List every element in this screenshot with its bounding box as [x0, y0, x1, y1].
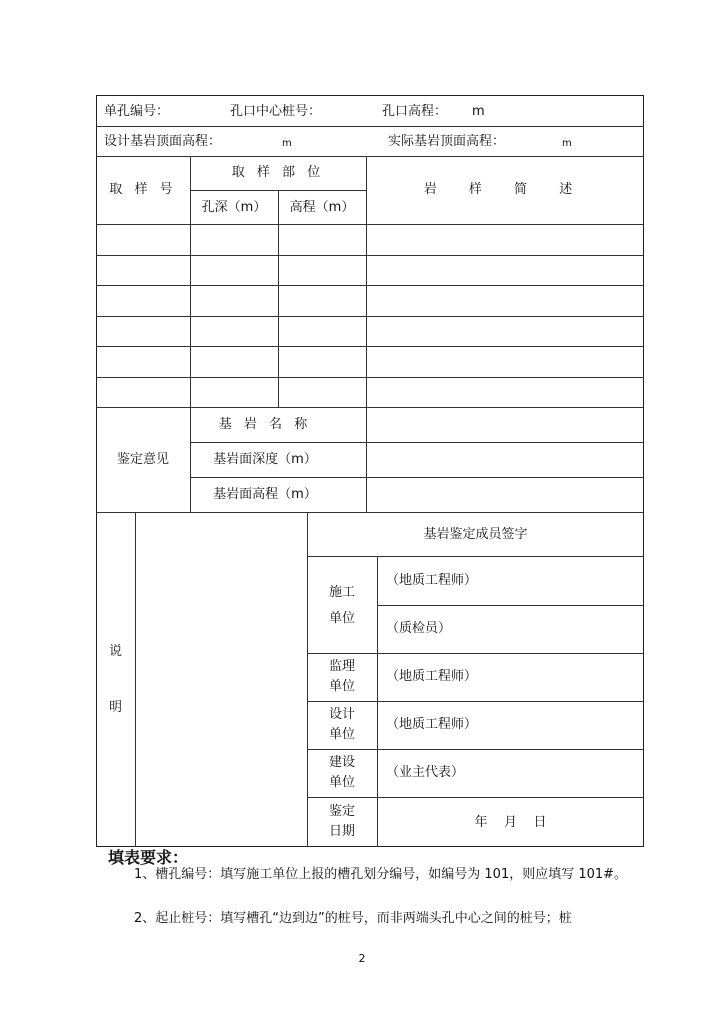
design-unit-label-2: 单位	[328, 727, 355, 742]
rock-description-header: 岩 样 简 述	[423, 182, 587, 197]
elevation-header: 高程（m）	[289, 200, 355, 215]
design-bedrock-unit: m	[282, 138, 292, 149]
hole-depth-header: 孔深（m）	[201, 200, 267, 215]
row-divider	[96, 156, 644, 157]
design-unit-label-1: 设计	[328, 707, 355, 722]
row-divider	[96, 346, 644, 347]
appraisal-date-value[interactable]: 年 月 日	[474, 815, 547, 830]
row-divider	[96, 377, 644, 378]
center-stake-label: 孔口中心桩号：	[230, 104, 322, 119]
bedrock-name-label: 基 岩 名 称	[218, 417, 312, 432]
instructions-heading: 填表要求：	[108, 848, 189, 867]
row-divider	[96, 512, 644, 513]
supervision-unit-label-2: 单位	[328, 679, 355, 694]
instruction-item-1: 1、槽孔编号：填写施工单位上报的槽孔划分编号，如编号为 101，则应填写 101#。	[134, 867, 628, 882]
inspector-sign[interactable]: （质检员）	[386, 621, 452, 636]
col-divider	[366, 156, 367, 512]
row-divider	[307, 556, 644, 557]
bedrock-depth-label: 基岩面深度（m）	[213, 452, 317, 467]
row-divider	[307, 701, 644, 702]
row-divider	[96, 285, 644, 286]
actual-bedrock-top-label: 实际基岩顶面高程：	[388, 134, 506, 149]
owner-representative-sign[interactable]: （业主代表）	[386, 765, 465, 780]
orifice-elevation-unit: m	[472, 104, 485, 119]
row-divider	[377, 605, 644, 606]
owner-unit-label-2: 单位	[328, 775, 355, 790]
row-divider	[190, 442, 644, 443]
signature-title: 基岩鉴定成员签字	[423, 527, 528, 542]
appraisal-date-label-1: 鉴定	[328, 804, 355, 819]
notes-label-char-2: 明	[108, 700, 122, 715]
col-divider	[135, 512, 136, 847]
row-divider	[96, 224, 644, 225]
geo-engineer-sign-3[interactable]: （地质工程师）	[386, 717, 478, 732]
row-divider	[96, 255, 644, 256]
geo-engineer-sign-1[interactable]: （地质工程师）	[386, 573, 478, 588]
supervision-unit-label-1: 监理	[328, 659, 355, 674]
row-divider	[96, 407, 644, 408]
row-divider	[190, 477, 644, 478]
sample-number-header: 取 样 号	[109, 182, 177, 197]
appraisal-date-label-2: 日期	[328, 824, 355, 839]
row-divider	[307, 653, 644, 654]
instruction-item-2: 2、起止桩号：填写槽孔“边到边”的桩号，而非两端头孔中心之间的桩号；桩	[134, 911, 572, 926]
hole-number-label: 单孔编号：	[104, 104, 170, 119]
notes-label-char-1: 说	[108, 644, 122, 659]
col-divider	[278, 190, 279, 407]
geo-engineer-sign-2[interactable]: （地质工程师）	[386, 669, 478, 684]
page-number: 2	[358, 952, 366, 965]
row-divider	[307, 749, 644, 750]
row-divider	[96, 126, 644, 127]
bedrock-elevation-label: 基岩面高程（m）	[213, 487, 317, 502]
construction-unit-label-2: 单位	[328, 611, 355, 626]
row-divider	[307, 797, 644, 798]
row-divider	[96, 316, 644, 317]
construction-unit-label-1: 施工	[328, 585, 355, 600]
owner-unit-label-1: 建设	[328, 755, 355, 770]
col-divider	[377, 556, 378, 847]
design-bedrock-top-label: 设计基岩顶面高程：	[104, 134, 222, 149]
orifice-elevation-label: 孔口高程：	[382, 104, 448, 119]
sample-position-header: 取 样 部 位	[231, 165, 325, 180]
actual-bedrock-unit: m	[562, 138, 572, 149]
appraisal-opinion-label: 鉴定意见	[116, 452, 169, 467]
